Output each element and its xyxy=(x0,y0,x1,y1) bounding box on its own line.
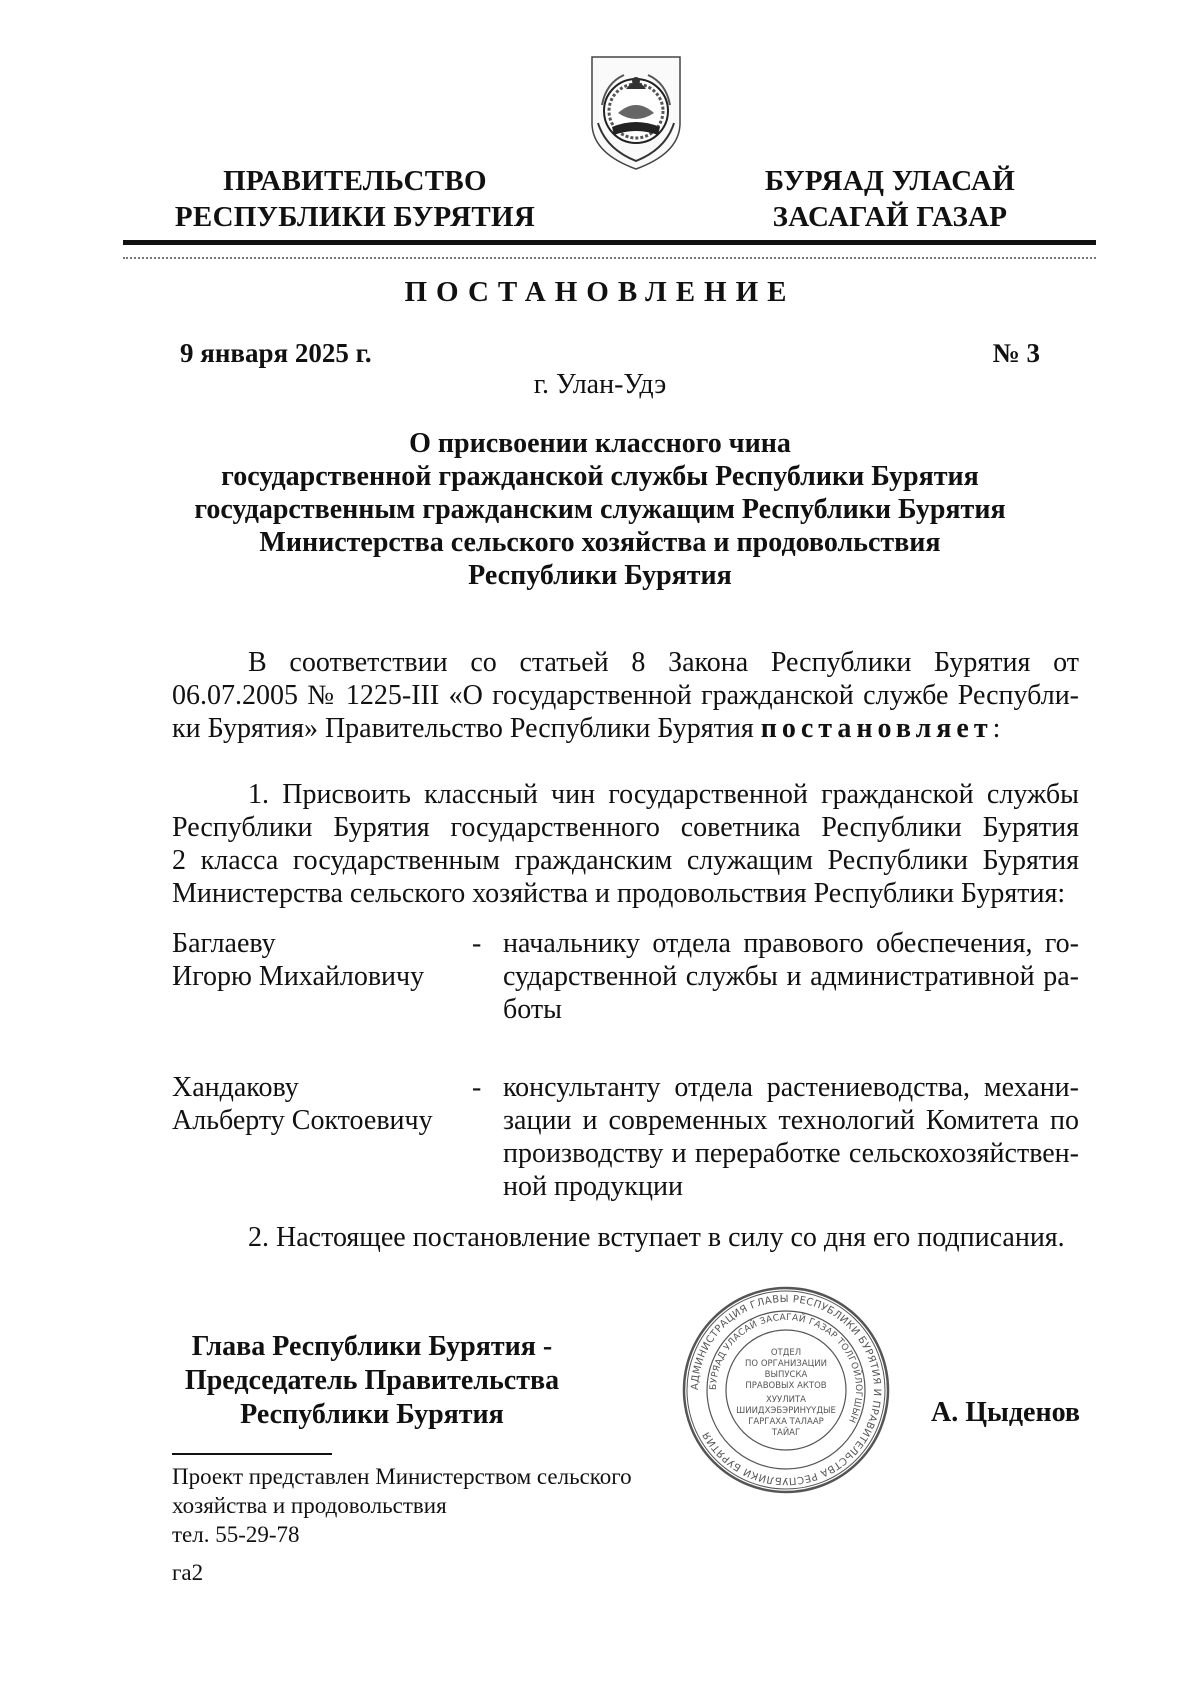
footer-note-line: тел. 55-29-78 xyxy=(172,1522,300,1547)
person-given-name: Игорю Михайловичу xyxy=(172,961,425,992)
footer-note xyxy=(172,1462,692,1549)
position-line: ной продукции xyxy=(503,1171,683,1202)
document-number: № 3 xyxy=(992,338,1040,368)
stamp-center-line: ВЫПУСКА xyxy=(764,1370,808,1380)
position-line: сударственной службы и административной ра- xyxy=(503,961,1079,992)
subject-line: государственным гражданским служащим Республики Бурятия xyxy=(194,494,1006,525)
item-1 xyxy=(172,778,1079,910)
item-2: 2. Настоящее постановление вступает в силу со дня его подписания. xyxy=(248,1222,1065,1253)
person-position xyxy=(503,927,1079,1026)
stamp-inner-text: БУРЯАД УЛАСАЙ ЗАСАГАЙ ГАЗАР ТОЛГОЙЛОГШЫН xyxy=(708,1312,864,1425)
signature-title-line: Глава Республики Бурятия - xyxy=(191,1331,553,1362)
header-left-line2: РЕСПУБЛИКИ БУРЯТИЯ xyxy=(174,201,536,233)
position-line: зации и современных технологий Комитета по xyxy=(503,1105,1079,1136)
signature-title-line: Председатель Правительства xyxy=(184,1365,560,1396)
footer-note-line: хозяйства и продовольствия xyxy=(172,1493,447,1518)
official-stamp xyxy=(681,1285,891,1495)
person-given-name: Альберту Соктоевичу xyxy=(172,1105,433,1136)
subject-line: Министерства сельского хозяйства и продовольствия xyxy=(259,527,941,558)
position-line: начальнику отдела правового обеспечения, го- xyxy=(503,928,1079,959)
stamp-center-line: ОТДЕЛ xyxy=(770,1348,802,1358)
header-left-line1: ПРАВИТЕЛЬСТВО xyxy=(223,165,487,197)
signatory-name: А. Цыденов xyxy=(930,1397,1080,1428)
item1-line: 1. Присвоить классный чин государственной гражданской службы xyxy=(248,779,1079,810)
document-city: г. Улан-Удэ xyxy=(533,369,667,400)
decree-word: постановляет xyxy=(760,713,993,744)
header-rule-thick xyxy=(123,240,1096,245)
header-right-line2: ЗАСАГАЙ ГАЗАР xyxy=(772,201,1008,233)
header-rule-thin xyxy=(123,257,1096,259)
preamble-line-last xyxy=(172,712,1079,745)
preamble-line3-start: ки Бурятия» Правительство Республики Бурятия xyxy=(172,713,754,744)
stamp-center-line: ШИИДХЭБЭРИНҮҮДЫЕ xyxy=(736,1406,836,1416)
coat-of-arms-icon xyxy=(588,53,684,173)
person-name xyxy=(172,927,472,993)
header-right-line1: БУРЯАД УЛАСАЙ xyxy=(764,165,1016,197)
header-right xyxy=(745,163,1035,235)
stamp-outer-text: АДМИНИСТРАЦИЯ ГЛАВЫ РЕСПУБЛИКИ БУРЯТИЯ И ПРАВИТЕЛЬСТВА РЕСПУБЛИКИ БУРЯТИЯ xyxy=(689,1293,883,1487)
item1-line: Республики Бурятия государственного советника Республики Бурятия xyxy=(172,812,1079,843)
subject-line: государственной гражданской службы Республики Бурятия xyxy=(221,461,979,492)
person-dash: - xyxy=(472,928,482,959)
item1-line: 2 класса государственным гражданским служащим Республики Бурятия xyxy=(172,845,1079,876)
signature-title-line: Республики Бурятия xyxy=(240,1399,504,1430)
stamp-center-line: ПРАВОВЫХ АКТОВ xyxy=(745,1381,827,1391)
preamble xyxy=(172,646,1079,745)
stamp-center-line: ПО ОРГАНИЗАЦИИ xyxy=(745,1359,827,1369)
person-name xyxy=(172,1071,472,1137)
header-left xyxy=(160,163,550,235)
preamble-line3-end: : xyxy=(992,713,1001,744)
position-line: производству и переработке сельскохозяйствен- xyxy=(503,1138,1079,1169)
person-surname: Баглаеву xyxy=(172,928,276,959)
footer-rule xyxy=(172,1453,332,1455)
preamble-line: 06.07.2005 № 1225-III «О государственной гражданской службе Республи- xyxy=(172,680,1079,711)
person-position xyxy=(503,1071,1079,1203)
position-line: консультанту отдела растениеводства, механи- xyxy=(503,1072,1079,1103)
subject-line: О присвоении классного чина xyxy=(409,428,791,459)
position-line: боты xyxy=(503,994,562,1025)
item1-line: Министерства сельского хозяйства и продовольствия Республики Бурятия: xyxy=(172,878,1066,909)
stamp-center-line: ТАЙАГ xyxy=(771,1428,801,1438)
stamp-center-line: ГАРГАХА ТАЛААР xyxy=(748,1417,824,1427)
person-dash: - xyxy=(472,1072,482,1103)
subject-line: Республики Бурятия xyxy=(468,560,732,591)
document-subject xyxy=(0,427,1200,592)
document-date: 9 января 2025 г. xyxy=(180,338,372,368)
preamble-line: В соответствии со статьей 8 Закона Республики Бурятия от xyxy=(248,647,1079,678)
person-surname: Хандакову xyxy=(172,1072,299,1103)
footer-code: га2 xyxy=(172,1560,204,1585)
footer-note-line: Проект представлен Министерством сельского xyxy=(172,1464,632,1489)
document-type-title: ПОСТАНОВЛЕНИЕ xyxy=(404,276,796,308)
stamp-center-line: ХУУЛИТА xyxy=(766,1395,806,1405)
signature-title xyxy=(172,1330,572,1432)
